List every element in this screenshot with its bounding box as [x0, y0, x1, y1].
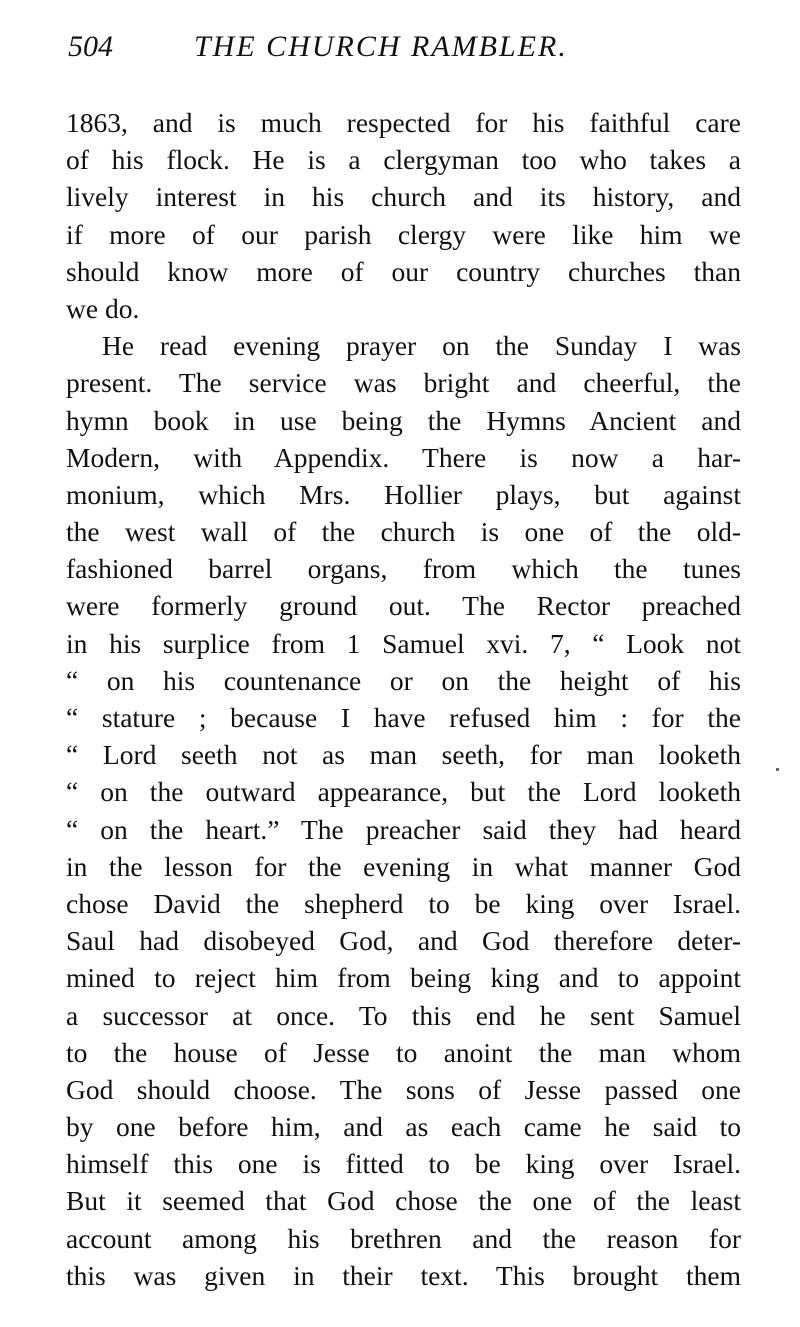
text-line: “ stature ; because I have refused him : for the — [66, 702, 741, 733]
text-line: 1863, and is much respected for his faithful care — [66, 107, 741, 138]
text-line: in the lesson for the evening in what manner God — [66, 850, 741, 882]
text-line: Saul had disobeyed God, and God therefore deter- — [66, 925, 741, 957]
text-line: the west wall of the church is one of the old- — [66, 516, 741, 548]
paragraph-1 — [66, 104, 741, 327]
text-line: were formerly ground out. The Rector preached — [66, 590, 741, 622]
page-header — [68, 30, 748, 74]
text-line: this was given in their text. This brought them — [66, 1259, 741, 1291]
text-line: lively interest in his church and its history, and — [66, 181, 741, 213]
text-line: himself this one is fitted to be king over Israel. — [66, 1148, 741, 1180]
body-text — [66, 104, 741, 1294]
margin-speck — [776, 768, 779, 771]
text-line: account among his brethren and the reason for — [66, 1222, 741, 1254]
text-line: by one before him, and as each came he said to — [66, 1111, 741, 1143]
text-line: if more of our parish clergy were like him we — [66, 218, 741, 250]
text-line: God should choose. The sons of Jesse passed one — [66, 1073, 741, 1105]
text-line: Modern, with Appendix. There is now a har- — [66, 441, 741, 473]
text-line: we do. — [66, 292, 140, 324]
text-line: in his surplice from 1 Samuel xvi. 7, “ Look not — [66, 627, 741, 659]
text-line: “ on his countenance or on the height of his — [66, 664, 741, 696]
text-line: a successor at once. To this end he sent Samuel — [66, 999, 741, 1031]
text-line: hymn book in use being the Hymns Ancient and — [66, 404, 741, 436]
text-line: mined to reject him from being king and to appoint — [66, 962, 741, 994]
text-line: of his flock. He is a clergyman too who takes a — [66, 144, 741, 176]
text-line: fashioned barrel organs, from which the tunes — [66, 553, 741, 585]
paragraph-2 — [66, 327, 741, 1294]
text-line: But it seemed that God chose the one of the least — [66, 1185, 741, 1217]
text-line: present. The service was bright and cheerful, the — [66, 367, 741, 399]
text-line: He read evening prayer on the Sunday I was — [102, 330, 741, 362]
running-title: THE CHURCH RAMBLER. — [194, 30, 568, 63]
text-line: should know more of our country churches than — [66, 255, 741, 287]
text-line: “ on the outward appearance, but the Lord looketh — [66, 776, 741, 808]
text-line: to the house of Jesse to anoint the man whom — [66, 1036, 741, 1068]
text-line: “ on the heart.” The preacher said they had heard — [66, 813, 741, 845]
text-line: monium, which Mrs. Hollier plays, but against — [66, 478, 741, 510]
text-line: chose David the shepherd to be king over Israel. — [66, 887, 741, 919]
page-number: 504 — [68, 30, 113, 63]
text-line: “ Lord seeth not as man seeth, for man looketh — [66, 739, 741, 771]
